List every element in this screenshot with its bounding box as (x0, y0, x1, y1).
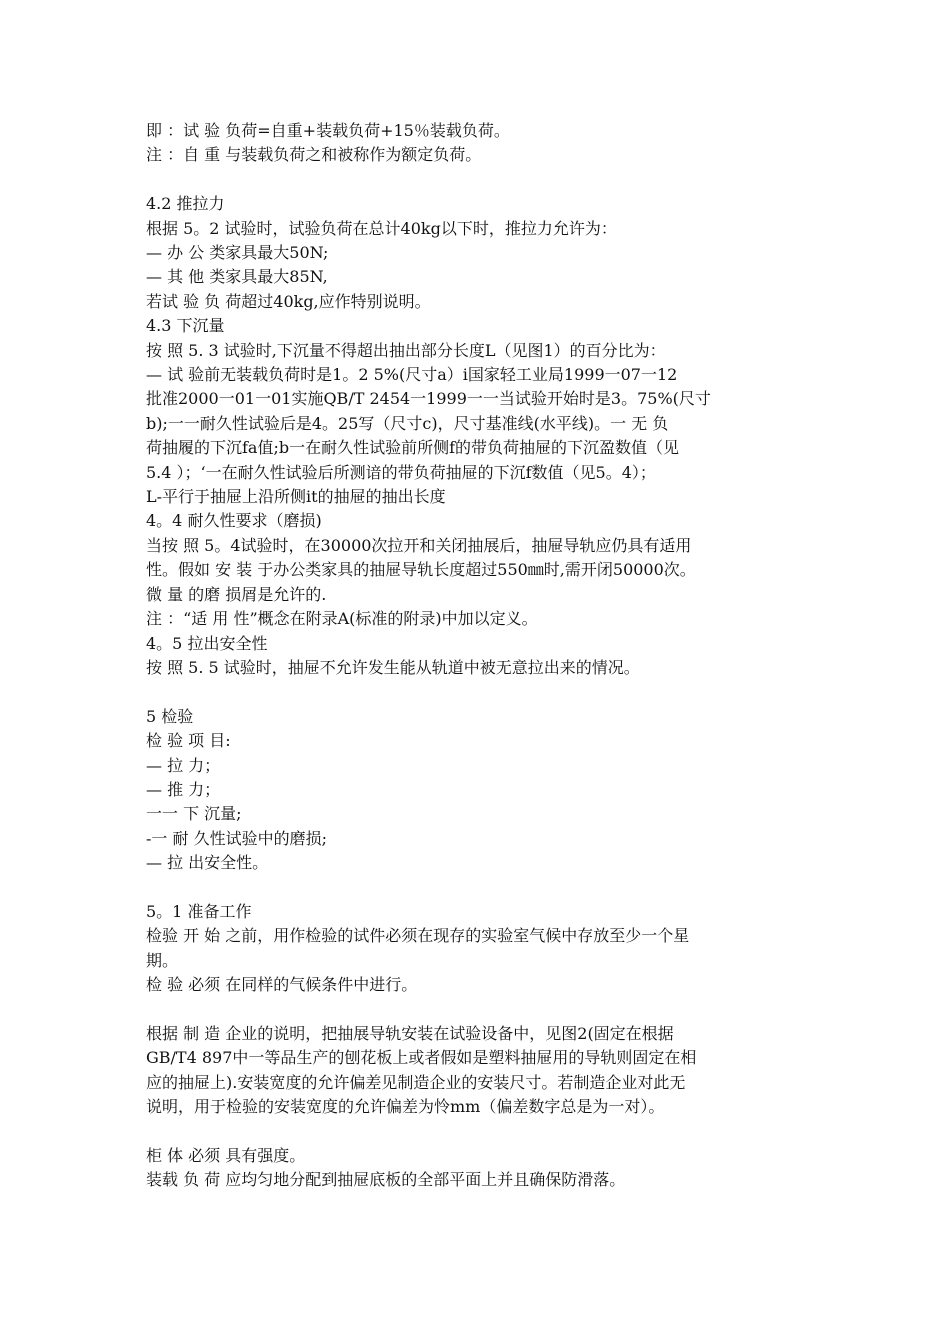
text-line: 若试 验 负 荷超过40kg,应作特别说明。 (146, 291, 431, 311)
blank-line (146, 680, 816, 704)
list-item: — 推 力； (146, 779, 221, 799)
section-heading: 5。1 准备工作 (146, 901, 252, 921)
text-line: 即 ：试 验 负荷=自重+装载负荷+15％装载负荷。 (146, 121, 510, 140)
text-line: 荷抽履的下沉fa值;b一在耐久性试验前所侧f的带负荷抽屉的下沉盈数值（见 (146, 438, 680, 458)
list-item: — 拉 出安全性。 (146, 853, 269, 873)
list-item: — 拉 力； (146, 755, 221, 775)
text-line: 柜 体 必须 具有强度。 (146, 1145, 306, 1165)
text-line: 批准2000一01一01实施QB/T 2454一1999一一当试验开始时是3。75%(尺寸 (146, 389, 711, 409)
text-line: L-平行于抽屉上沿所侧it的抽屉的抽出长度 (146, 487, 446, 507)
text-line: b);一一耐久性试验后是4。25写（尺寸c)，尺寸基准线(水平线)。一 无 负 (146, 413, 669, 433)
text-line: 根据 制 造 企业的说明，把抽展导轨安装在试验设备中，见图2(固定在根据 (146, 1023, 674, 1043)
text-line: 检 验 项 目: (146, 731, 231, 751)
text-line: 检 验 必须 在同样的气候条件中进行。 (146, 975, 418, 995)
section-heading: 4.2 推拉力 (146, 194, 225, 214)
document-body (146, 119, 816, 1193)
text-line: 期。 (146, 950, 179, 970)
text-line: 微 量 的磨 损屑是允许的. (146, 584, 327, 604)
text-line: 按 照 5. 3 试验时,下沉量不得超出抽出部分长度L（见图1）的百分比为： (146, 340, 666, 360)
text-line: 应的抽屉上).安装宽度的允许偏差见制造企业的安装尺寸。若制造企业对此无 (146, 1072, 686, 1092)
text-line: 说明，用于检验的安装宽度的允许偏差为怜mm（偏差数字总是为一对）。 (146, 1097, 665, 1117)
text-line: 性。假如 安 装 于办公类家具的抽屉导轨长度超过550㎜时,需开闭50000次。 (146, 560, 696, 580)
section-heading: 4。4 耐久性要求（磨损) (146, 511, 322, 531)
blank-line (146, 1120, 816, 1144)
blank-line (146, 998, 816, 1022)
text-line: 注 ：自 重 与装载负荷之和被称作为额定负荷。 (146, 145, 482, 165)
section-heading: 4.3 下沉量 (146, 316, 225, 336)
blank-line (146, 168, 816, 192)
text-line: GB/T4 897中一等品生产的刨花板上或者假如是塑料抽屉用的导轨则固定在相 (146, 1048, 697, 1068)
section-heading: 4。5 拉出安全性 (146, 633, 268, 653)
list-item: -一 耐 久性试验中的磨损; (146, 828, 327, 848)
text-line: 根据 5。2 试验时，试验负荷在总计40kg以下时，推拉力允许为： (146, 218, 617, 238)
text-line: 按 照 5. 5 试验时，抽屉不允许发生能从轨道中被无意拉出来的情况。 (146, 657, 640, 677)
blank-line (146, 876, 816, 900)
text-line: 5.4 ）；‘一在耐久性试验后所测谙的带负荷抽屉的下沉f数值（见5。4）； (146, 462, 656, 482)
note-line: 注 ：“适 用 性”概念在附录A(标准的附录)中加以定义。 (146, 609, 538, 629)
text-line: 当按 照 5。4试验时，在30000次拉开和关闭抽展后，抽屉导轨应仍具有适用 (146, 535, 692, 555)
section-heading: 5 检验 (146, 706, 194, 726)
list-item: — 试 验前无装载负荷时是1。2 5%(尺寸a）i国家轻工业局1999一07一12 (146, 365, 678, 385)
list-item: — 其 他 类家具最大85N, (146, 267, 328, 287)
text-line: 检验 开 始 之前，用作检验的试件必须在现存的实验室气候中存放至少一个星 (146, 926, 690, 946)
text-line: 装载 负 荷 应均匀地分配到抽屉底板的全部平面上并且确保防滑落。 (146, 1170, 626, 1190)
list-item: 一一 下 沉量; (146, 804, 242, 824)
list-item: — 办 公 类家具最大50N; (146, 243, 329, 263)
